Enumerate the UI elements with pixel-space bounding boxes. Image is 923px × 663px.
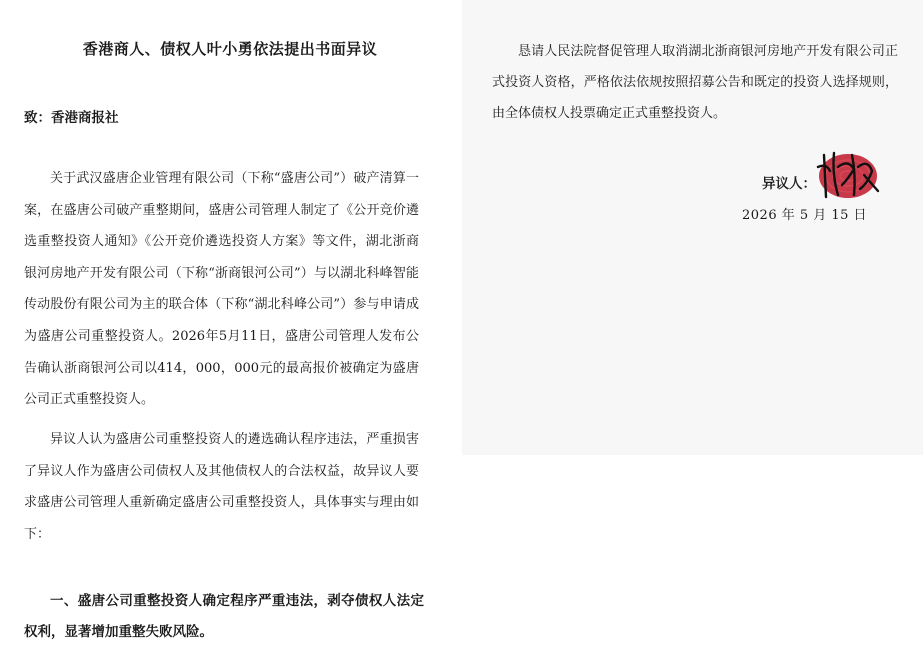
section-heading: 一、盛唐公司重整投资人确定程序严重违法，剥夺债权人法定权利，显著增加重整失败风险。 xyxy=(24,593,424,640)
signature-thumbprint-icon xyxy=(808,145,888,205)
right-page-blank-area xyxy=(462,455,923,663)
document-title: 香港商人、债权人叶小勇依法提出书面异议 xyxy=(82,40,378,58)
addressee: 致：香港商报社 xyxy=(24,110,119,126)
objector-label: 异议人： xyxy=(762,176,816,192)
request-paragraph: 恳请人民法院督促管理人取消湖北浙商银河房地产开发有限公司正式投资人资格，严格依法依规按照招募公告和既定的投资人选择规则，由全体债权人投票确定正式重整投资人。 xyxy=(492,44,898,121)
date: 2026 年 5 月 15 日 xyxy=(742,208,868,223)
paragraph-objection: 异议人认为盛唐公司重整投资人的遴选确认程序违法，严重损害了异议人作为盛唐公司债权人及其他债权人的合法权益，故异议人要求盛唐公司管理人重新确定盛唐公司重整投资人，具体事实与理由如下： xyxy=(24,432,419,542)
paragraph-background: 关于武汉盛唐企业管理有限公司（下称“盛唐公司”）破产清算一案，在盛唐公司破产重整期间，盛唐公司管理人制定了《公开竞价遴选重整投资人通知》《公开竞价遴选投资人方案》等文件，湖北浙商银河房地产开发有限公司（下称“浙商银河公司”）与以湖北科峰智能传动股份有限公司为主的联合体（下称“湖北科峰公司”）参与申请成为盛唐公司重整投资人。2026年5月11日，盛唐公司管理人发布公告确认浙商银河公司以414，000，000元的最高报价被确定为盛唐公司正式重整投资人。 xyxy=(24,171,419,408)
